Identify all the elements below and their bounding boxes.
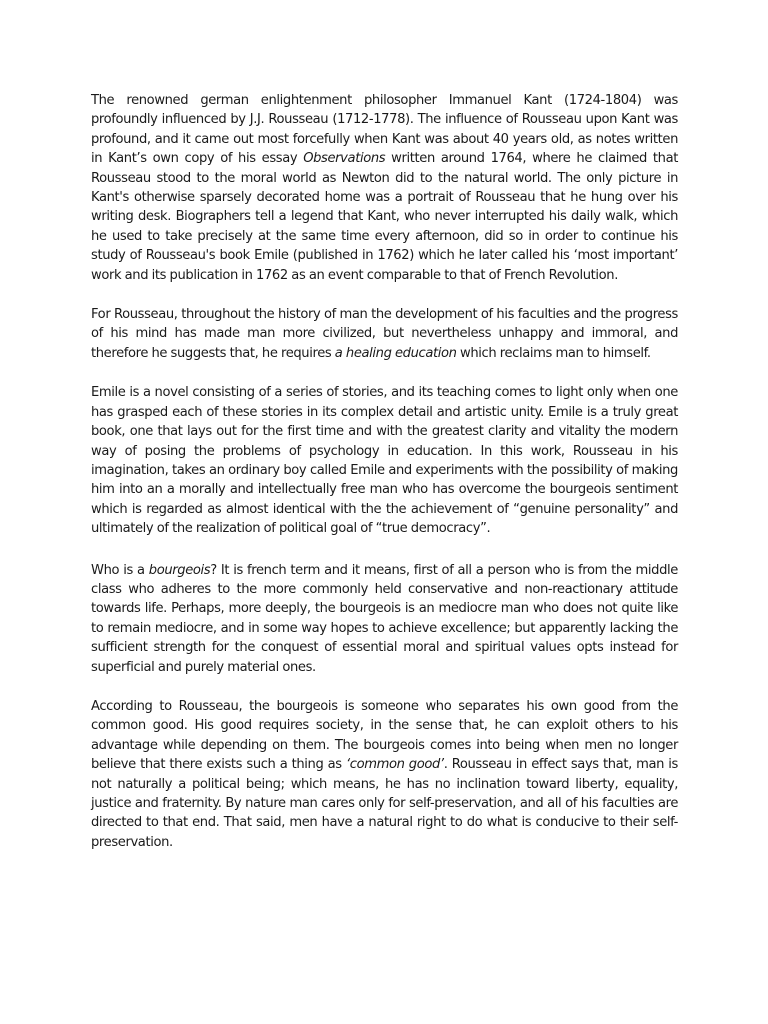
paragraph-text: written around 1764, where he claimed that Rousseau stood to the moral world as Newton did to the natural world. The only picture in Kant's otherwise sparsely decorated home was a portrait of Rousseau that he hung over his writing desk. Biographers tell a legend that Kant, who never interrupted his daily walk, which he used to take precisely at the same time every afternoon, did so in order to continue his study of Rousseau's book Emile (published in 1762) which he later called his ‘most important’ work and its publication in 1762 as an event comparable to that of French Revolution. xyxy=(91,151,678,283)
paragraph-common-good xyxy=(91,697,678,852)
paragraph-bourgeois-definition xyxy=(91,561,678,677)
paragraph-text: The renowned german enlightenment philosopher Immanuel Kant (1724-1804) was profoundly influenced by J.J. Rousseau (1712-1778). The influence of Rousseau upon Kant was profound, and it came out most forcefully when Kant was about 40 years old, as notes written in Kant’s own copy of his essay xyxy=(91,93,678,167)
paragraph-emile-novel xyxy=(91,383,678,538)
paragraph-text: Emile is a novel consisting of a series of stories, and its teaching comes to light only when one has grasped each of these stories in its complex detail and artistic unity. Emile is a truly great book, one that lays out for the first time and with the greatest clarity and vitality the modern way of posing the problems of psychology in education. In this work, Rousseau in his imagination, takes an ordinary boy called Emile and experiments with the possibility of making him into an a morally and intellectually free man who has overcome the bourgeois sentiment which is regarded as almost identical with the the achievement of “genuine personality” and ultimately of the realization of political goal of “true democracy”. xyxy=(91,385,678,537)
paragraph-text: ? It is french term and it means, first of all a person who is from the middle class who adheres to the more commonly held conservative and non-reactionary attitude towards life. Perhaps, more deeply, the bourgeois is an mediocre man who does not quite like to remain mediocre, and in some way hopes to achieve excellence; but apparently lacking the sufficient strength for the conquest of essential moral and spiritual values opts instead for superficial and purely material ones. xyxy=(91,562,678,675)
italic-term-bourgeois: bourgeois xyxy=(148,562,211,578)
paragraph-text: According to Rousseau, the bourgeois is someone who separates his own good from the common good. His good requires society, in the sense that, he can exploit others to his advantage while depending on them. The bourgeois comes into being when men no longer believe that there exists such a thing as xyxy=(91,698,678,773)
paragraph-kant-influence xyxy=(91,91,678,285)
paragraph-rousseau-civilization xyxy=(91,305,678,363)
paragraph-text: . Rousseau in effect says that, man is not naturally a political being; which means, he has no inclination toward liberty, equality, justice and fraternity. By nature man cares only for self-preservation, and all of his faculties are directed to that end. That said, men have a natural right to do what is conducive to their self-preservation. xyxy=(91,757,679,850)
paragraph-text: For Rousseau, throughout the history of man the development of his faculties and the progress of his mind has made man more civilized, but nevertheless unhappy and immoral, and therefore he suggests that, he requires xyxy=(91,307,678,361)
paragraph-text: which reclaims man to himself. xyxy=(456,345,651,361)
italic-term-common-good: ‘common good’ xyxy=(346,757,444,773)
italic-term-observations: Observations xyxy=(303,151,386,167)
italic-term-healing-education: a healing education xyxy=(334,345,457,361)
paragraph-text: Who is a xyxy=(91,562,149,578)
